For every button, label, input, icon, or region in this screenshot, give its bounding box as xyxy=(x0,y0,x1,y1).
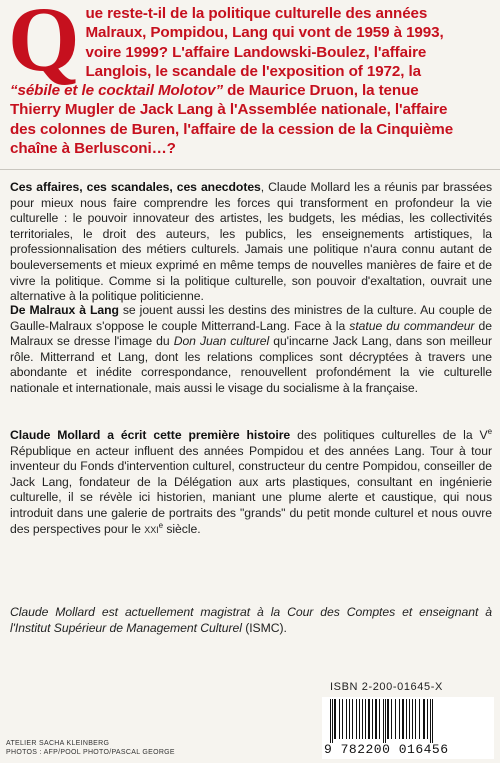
barcode-bar xyxy=(352,699,353,739)
paragraph-text: , Claude Mollard les a réunis par brassées pour mieux nous faire comprendre les forces qui transforment en profondeur la vie culturelle : le pouvoir innovateur des artistes, les budgets, les médias, les collectivités territoriales, le droit des auteurs, les publics, les enseignements artistiques, la professionnalisation des métiers culturels. Jamais une politique n'aura connu autant de bouleversements et mieux exprimé en même temps de nouvelles manières de faire et de vivre la politique. Comme si la politique culturelle, son pouvoir d'exaltation, ouvrait une alternative à la politique politicienne. xyxy=(10,180,492,304)
barcode-bar xyxy=(368,699,370,739)
author-bio-acronym: (ISMC). xyxy=(241,620,287,635)
intro-line xyxy=(10,81,494,100)
intro-line: chaîne à Berlusconi…? xyxy=(10,140,176,158)
barcode-bar xyxy=(427,699,428,739)
barcode-bar xyxy=(334,699,336,739)
barcode-bar xyxy=(415,699,416,739)
intro-italic-quote: “sébile et le cocktail Molotov” xyxy=(10,82,223,100)
barcode-bar xyxy=(362,699,363,739)
barcode-bar xyxy=(391,699,392,739)
intro-line: ue reste-t-il de la politique culturelle des années xyxy=(85,5,428,22)
barcode-bar xyxy=(423,699,425,739)
intro-line: Malraux, Pompidou, Lang qui vont de 1959 à 1993, xyxy=(85,24,444,42)
paragraph-text: des politiques culturelles de la V xyxy=(290,428,488,442)
superscript: e xyxy=(487,426,492,436)
barcode-bar xyxy=(359,699,360,739)
intro-line-rest: de Maurice Druon, la tenue xyxy=(222,82,419,100)
intro-block xyxy=(8,0,494,158)
barcode-bar xyxy=(332,699,333,743)
barcode-bar xyxy=(379,699,380,739)
barcode-bar xyxy=(419,699,420,739)
barcode-bar xyxy=(402,699,404,739)
barcode-bar xyxy=(387,699,389,739)
paragraph-italic: statue du commandeur xyxy=(349,318,475,333)
barcode-bar xyxy=(356,699,357,739)
paragraph-malraux-lang xyxy=(10,303,492,397)
barcode-bar xyxy=(430,699,431,743)
credit-atelier: ATELIER SACHA KLEINBERG xyxy=(6,740,110,747)
barcode-number: 9 782200 016456 xyxy=(324,742,449,757)
intro-line: Thierry Mugler de Jack Lang à l'Assemblée nationale, l'affaire xyxy=(10,101,448,119)
barcode-bar xyxy=(349,699,350,739)
intro-line: des colonnes de Buren, l'affaire de la cession de la Cinquième xyxy=(10,120,454,138)
drop-cap: Q xyxy=(8,0,80,90)
footer-area xyxy=(0,648,500,763)
paragraph-affaires xyxy=(10,180,492,305)
author-bio-italic: Claude Mollard est actuellement magistrat à la Cour des Comptes et enseignant à l'Institut Supérieur de Management Culturel xyxy=(10,605,492,635)
paragraph-lead: De Malraux à Lang xyxy=(10,303,119,317)
barcode-bar xyxy=(365,699,366,739)
author-bio xyxy=(10,605,492,636)
barcode-bar xyxy=(339,699,340,739)
intro-line: voire 1999? L'affaire Landowski-Boulez, l'affaire xyxy=(85,43,427,61)
barcode-bar xyxy=(432,699,433,743)
paragraph-text: qu'incarne Jack Lang, dans son meilleur rôle. Mitterrand et Lang, dont les relations complices sont décryptées à travers une abondante et inédite correspondance, renouvellent profondément la vie culturelle nationale et internationale, mais aussi le visage du socialisme à la française. xyxy=(10,334,492,395)
divider xyxy=(0,169,500,170)
barcode-bar xyxy=(385,699,386,743)
paragraph-lead: Claude Mollard a écrit cette première histoire xyxy=(10,428,291,442)
paragraph-text: se jouent aussi les destins des ministres de la culture. Au couple de Gaulle-Malraux s'oppose le couple Mitterrand-Lang. Face à la xyxy=(10,303,492,333)
barcode-bar xyxy=(399,699,400,739)
paragraph-text: siècle. xyxy=(163,521,201,536)
barcode-bar xyxy=(330,699,331,743)
barcode-bar xyxy=(346,699,347,739)
intro-line: Langlois, le scandale de l'exposition of 1972, la xyxy=(85,62,421,80)
paragraph-lead: Ces affaires, ces scandales, ces anecdotes xyxy=(10,180,261,194)
barcode-bar xyxy=(395,699,396,739)
barcode xyxy=(322,697,494,759)
barcode-bar xyxy=(412,699,413,739)
isbn-label: ISBN 2-200-01645-X xyxy=(330,681,443,693)
barcode-bar xyxy=(372,699,373,739)
paragraph-text: de Malraux se dresse l'image du xyxy=(10,318,492,349)
small-caps-century: XXI xyxy=(144,524,159,535)
barcode-bar xyxy=(406,699,407,739)
paragraph-text: République en acteur influent des années Pompidou et des années Lang. Tour à tour inventeur du Fonds d'intervention culturel, constructeur du centre Pompidou, conseiller de Jack Lang, fondateur de la Délégation aux arts plastiques, consultant en ingénierie culturelle, il se révèle ici historien, maniant une plume alerte et caustique, qui nous introduit dans une galerie de portraits des "grands" du petit monde culturel et nous ouvre des perspectives pour le xyxy=(10,443,492,536)
barcode-bar xyxy=(409,699,410,739)
barcode-bar xyxy=(342,699,343,739)
barcode-bar xyxy=(383,699,384,743)
barcode-bar xyxy=(375,699,377,739)
paragraph-histoire xyxy=(10,428,492,538)
credit-photos: PHOTOS : AFP/POOL PHOTO/PASCAL GEORGE xyxy=(6,749,175,756)
barcode-bars xyxy=(328,699,488,743)
superscript: e xyxy=(158,520,164,530)
paragraph-italic: Don Juan culturel xyxy=(173,334,270,349)
